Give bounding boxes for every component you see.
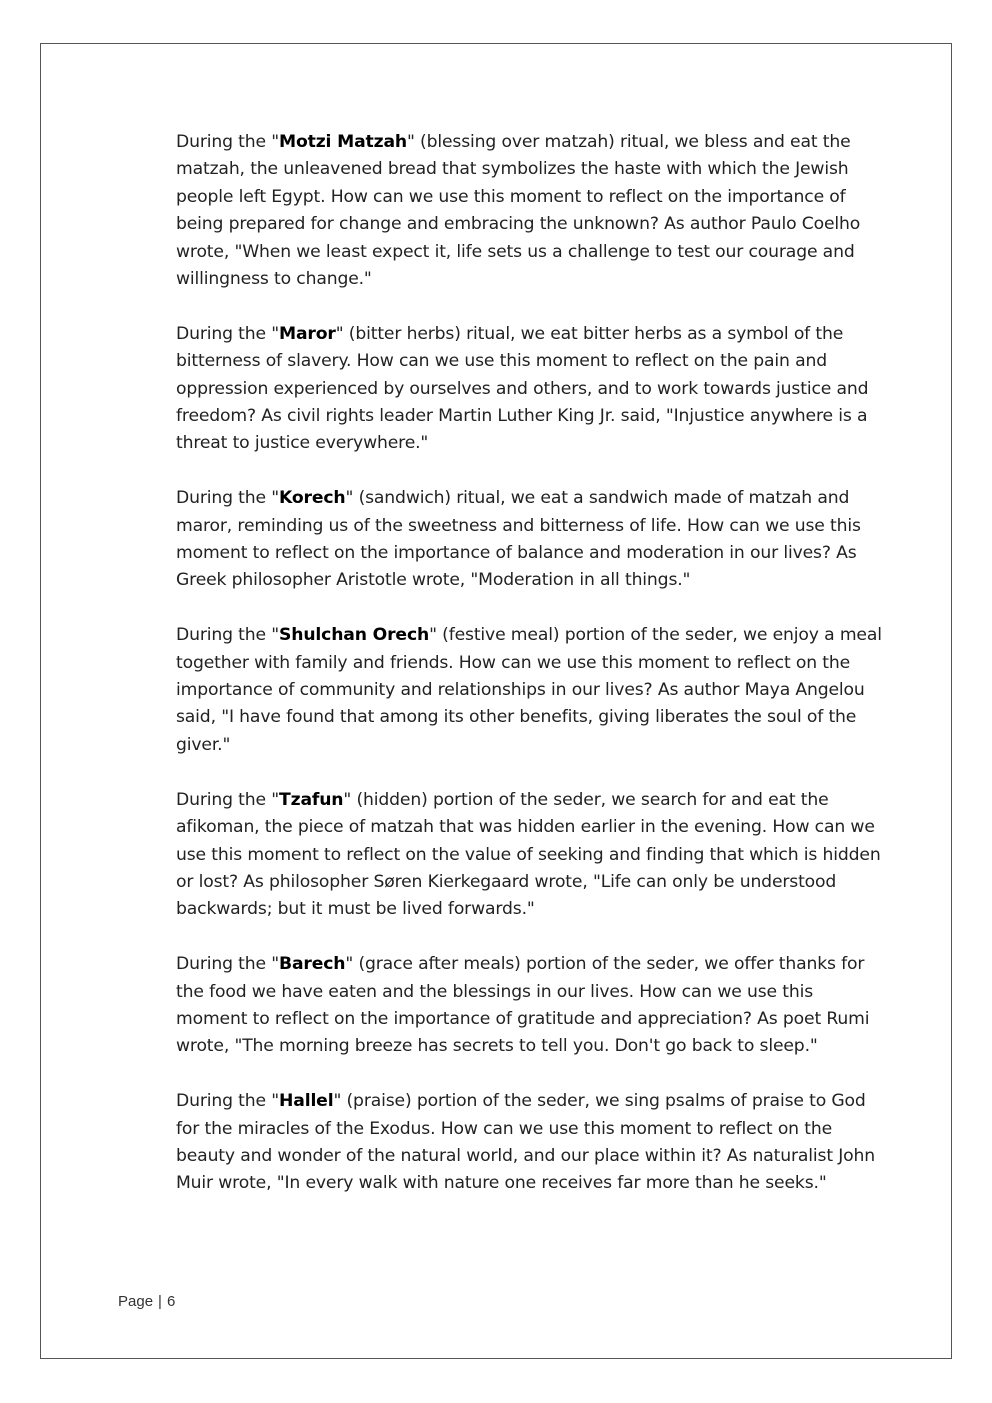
footer-separator: | [158,1293,162,1310]
ritual-name: Motzi Matzah [279,132,407,152]
paragraph-text: During the " [176,1091,280,1112]
ritual-name: Tzafun [279,789,344,810]
paragraph-shulchan-orech [176,622,886,759]
ritual-name: Korech [279,488,346,509]
paragraph-maror [176,321,886,458]
paragraph-text: " (praise) portion of the seder, we sing psalms of praise to God for the miracles of the Exodus. How can we use this moment to reflect on the beauty and wonder of the natural world, and our place within it? As naturalist John Muir wrote, "In every walk with nature one receives far more than he seeks." [176,1091,876,1194]
paragraph-text: During the " [176,488,280,509]
paragraph-tzafun [176,787,886,924]
ritual-name: Hallel [279,1091,334,1112]
paragraph-text: During the " [176,132,280,152]
paragraph-hallel [176,1088,886,1198]
paragraph-text: " (grace after meals) portion of the seder, we offer thanks for the food we have eaten and the blessings in our lives. How can we use this moment to reflect on the importance of gratitude and appreciation? As poet Rumi wrote, "The morning breeze has secrets to tell you. Don't go back to sleep." [176,954,870,1057]
paragraph-text: During the " [176,954,280,975]
paragraph-text: " (sandwich) ritual, we eat a sandwich made of matzah and maror, reminding us of the sweetness and bitterness of life. How can we use this moment to reflect on the importance of balance and moderation in our lives? As Greek philosopher Aristotle wrote, "Moderation in all things." [176,488,861,591]
page-label: Page [118,1293,154,1310]
paragraph-text: During the " [176,789,280,810]
paragraph-text: During the " [176,323,280,344]
paragraph-barech [176,951,886,1061]
paragraph-text: " (festive meal) portion of the seder, we enjoy a meal together with family and friends. How can we use this moment to reflect on the importance of community and relationships in our lives? As author Maya Angelou said, "I have found that among its other benefits, giving liberates the soul of the giver." [176,625,882,755]
page-footer [118,1293,175,1310]
ritual-name: Barech [279,954,346,975]
paragraph-korech [176,485,886,595]
paragraph-text: " (blessing over matzah) ritual, we bless and eat the matzah, the unleavened bread that symbolizes the haste with which the Jewish people left Egypt. How can we use this moment to reflect on the importance of being prepared for change and embracing the unknown? As author Paulo Coelho wrote, "When we least expect it, life sets us a challenge to test our courage and willingness to change." [176,132,861,290]
paragraph-motzi-matzah [176,129,886,293]
paragraph-text: During the " [176,625,280,646]
page-number: 6 [166,1293,176,1310]
ritual-name: Maror [279,323,336,344]
ritual-name: Shulchan Orech [279,625,430,646]
paragraph-text: " (bitter herbs) ritual, we eat bitter herbs as a symbol of the bitterness of slavery. How can we use this moment to reflect on the pain and oppression experienced by ourselves and others, and to work towards justice and freedom? As civil rights leader Martin Luther King Jr. said, "Injustice anywhere is a threat to justice everywhere." [176,323,869,454]
paragraph-text: " (hidden) portion of the seder, we search for and eat the afikoman, the piece of matzah that was hidden earlier in the evening. How can we use this moment to reflect on the value of seeking and finding that which is hidden or lost? As philosopher Søren Kierkegaard wrote, "Life can only be understood backwards; but it must be lived forwards." [176,789,881,920]
document-body [176,129,886,1225]
